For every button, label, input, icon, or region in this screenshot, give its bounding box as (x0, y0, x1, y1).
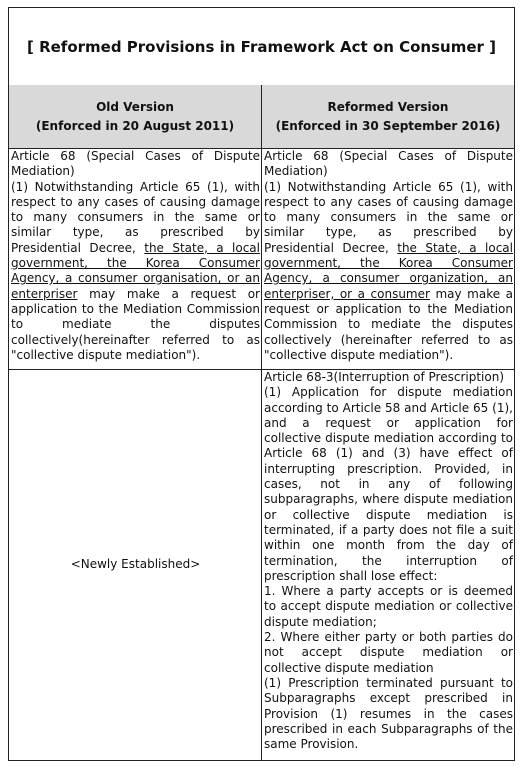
old-text-part: may make a request or application to the Mediation Commission to mediate the disputes collectively(hereinafter referred to as "collective dispute mediation"). (11, 286, 260, 362)
old-version-label: Old Version (96, 99, 174, 114)
article-68-3-paragraph-1: (1) Application for dispute mediation according to Article 58 and Article 65 (1), and a request or application for collective dispute mediation according to Article 68 (1) and (3) have effect of interrupting prescription. Provided, in cases, not in any of following subparagraphs, where dispute mediation or collective dispute mediation is terminated, if a party does not file a suit within one month from the day of termination, the interruption of prescription shall lose effect: (264, 385, 513, 583)
table-title: [ Reformed Provisions in Framework Act on Consumer ] (9, 8, 514, 86)
newly-established-label: <Newly Established> (70, 557, 201, 572)
article-68-3-paragraph-2: (1) Prescription terminated pursuant to Subparagraphs except prescribed in Provision (1) resumes in the cases prescribed in each Subparagraphs of the same Provision. (264, 675, 513, 752)
reformed-version-header (262, 85, 514, 148)
old-version-header (9, 85, 262, 148)
old-text-part: (1) Notwithstanding Article 65 (1), with respect to any cases of causing damage to many consumers in the same or similar type, as prescribed by Presidential Decree, (11, 179, 260, 255)
old-article-68-heading: Article 68 (Special Cases of Dispute Mediation) (11, 149, 260, 179)
new-article-68-cell (262, 148, 514, 369)
table-row (9, 369, 514, 760)
reformed-version-label: Reformed Version (327, 99, 449, 114)
new-article-68-heading: Article 68 (Special Cases of Dispute Mediation) (264, 149, 513, 179)
reformed-version-date: (Enforced in 30 September 2016) (275, 118, 501, 133)
old-version-date: (Enforced in 20 August 2011) (35, 118, 235, 133)
header-row (9, 85, 514, 149)
newly-established-cell (9, 369, 262, 760)
table-row (9, 148, 514, 370)
old-article-68-text (11, 180, 260, 364)
old-article-68-cell (9, 148, 262, 369)
old-underlined-text: the State, a local government, the Korea Consumer Agency, a consumer organisation, or an enterpriser (11, 240, 260, 301)
new-underlined-text: the State, a local government, the Korea Consumer Agency, a consumer organization, an enterpriser, or a consumer (264, 240, 513, 301)
article-68-3-item-1: 1. Where a party accepts or is deemed to accept dispute mediation or collective dispute mediation; (264, 584, 513, 629)
new-text-part: (1) Notwithstanding Article 65 (1), with respect to any cases of causing damage to many consumers in the same or similar type, as prescribed by Presidential Decree, (264, 179, 513, 255)
new-article-68-3-cell (262, 369, 514, 760)
article-68-3-heading: Article 68-3(Interruption of Prescription) (264, 370, 504, 384)
new-article-68-text (264, 180, 513, 364)
article-68-3-item-2: 2. Where either party or both parties do not accept dispute mediation or collective dispute mediation (264, 630, 513, 675)
comparison-table (8, 7, 515, 761)
new-text-part: may make a request or application to the Mediation Commission to mediate the disputes collectively (hereinafter referred to as "collective dispute mediation"). (264, 286, 513, 362)
